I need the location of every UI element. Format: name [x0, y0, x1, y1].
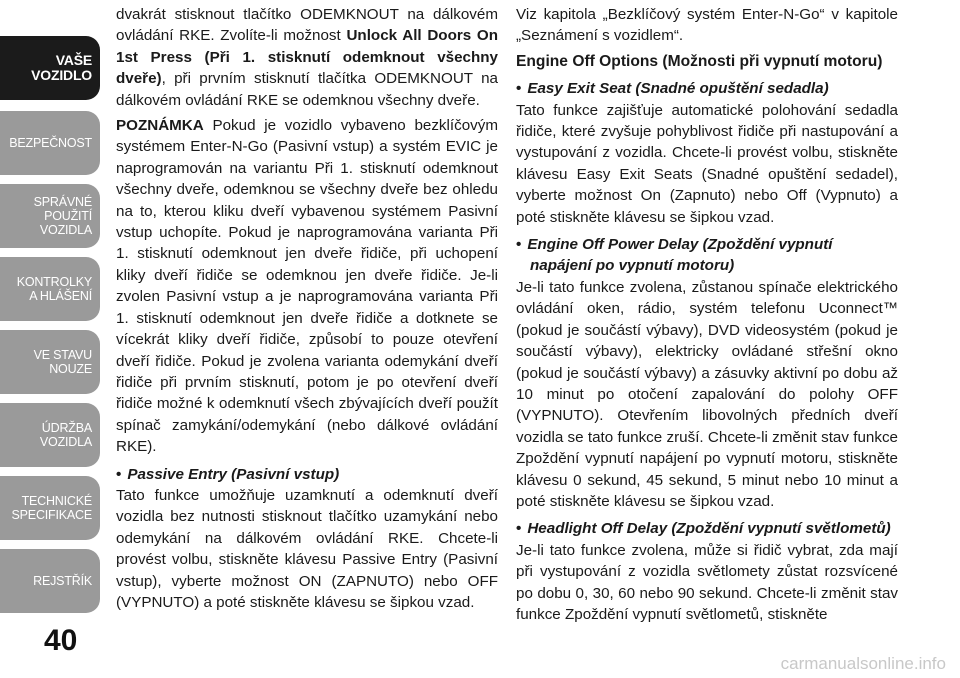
note-label: POZNÁMKA	[116, 117, 204, 135]
paragraph-unlock	[116, 4, 498, 111]
paragraph-easy-exit: Tato funkce zajišťuje automatické polohování sedadla řidiče, které zvyšuje pohyblivost řidiče při nastupování a vystupování z vozidla. Chcete-li provést volbu, stiskněte klávesu Easy Exit Seats (Snadné opuštění sedadel), vyberte možnost On (Zapnuto) nebo Off (Vypnuto) a poté stiskněte klávesu se šipkou vzad.	[516, 101, 898, 226]
tab-label: KONTROLKY A HLÁŠENÍ	[16, 275, 92, 303]
tab-technicke-specifikace[interactable]	[0, 476, 100, 540]
tab-spravne-pouziti-vozidla[interactable]	[0, 184, 100, 248]
bullet-title: Easy Exit Seat (Snadné opuštění sedadla)	[527, 80, 829, 98]
paragraph-passive-entry: Tato funkce umožňuje uzamknutí a odemknutí dveří vozidla bez nutnosti stisknout tlačítko uzamykání nebo odemykání na dálkovém ovládání RKE. Chcete-li provést volbu, stiskněte klávesu Passive Entry (Pasivní vstup), vyberte možnost ON (ZAPNUTO) nebo OFF (VYPNUTO) a poté stiskněte klávesu se šipkou vzad.	[116, 486, 498, 611]
tab-label: ÚDRŽBA VOZIDLA	[39, 421, 92, 449]
bullet-icon: •	[516, 236, 522, 254]
tab-label: BEZPEČNOST	[9, 136, 92, 150]
text: , při prvním stisknutí tlačítka ODEMKNOUT na dálkovém ovládání RKE se odemknou všechny dveře.	[116, 70, 498, 109]
tab-label: SPRÁVNÉ POUŽITÍ VOZIDLA	[33, 195, 92, 237]
tab-label: REJSTŘÍK	[33, 574, 92, 588]
page-number: 40	[44, 624, 78, 657]
tab-rejstrik[interactable]	[0, 549, 100, 613]
paragraph-headlight-delay: Je-li tato funkce zvolena, může si řidič vybrat, zda mají při vystupování z vozidla světlomety zůstat rozsvícené po dobu 0, 30, 60 nebo 90 sekund. Chcete-li změnit stav funkce Zpoždění vypnutí světlometů, stiskněte	[516, 541, 898, 623]
bullet-easy-exit	[516, 78, 898, 99]
note-text: Pokud je vozidlo vybaveno bezklíčovým systémem Enter-N-Go (Pasivní vstup) a systém EVIC je naprogramován na variantu Při 1. stisknutí odemknout všechny dveře, odemknou se všechny dveře bez ohledu na to, kterou kliku dveří vybavenou systémem Pasivní vstup uchopíte. Pokud je naprogramována varianta Při 1. stisknutí odemknout jen dveře řidiče, při uchopení kliky dveří řidiče se odemknou jen dveře řidiče. Je-li zvolen Pasivní vstup a je naprogramována varianta Při 1. stisknutí odemknout jen dveře řidiče a dotknete se vícekrát kliky dveří řidiče, způsobí to pouze otevření dveří řidiče. Pokud je zvolena varianta odemykání dveří řidiče při prvním stisknutí, potom je po otevření dveří řidiče možné k odemknutí všech zbývajících dveří použít spínač zamykání/odemykání (nebo dálkové ovládání RKE).	[116, 117, 498, 456]
text: dvakrát stisknout tlačítko ODEMKNOUT na dálkovém ovládání RKE. Zvolíte-li možnost	[116, 6, 498, 45]
text-column-left	[116, 4, 498, 617]
paragraph-intro: Viz kapitola „Bezklíčový systém Enter-N-Go“ v kapitole „Seznámení s vozidlem“.	[516, 6, 898, 45]
tab-kontrolky-a-hlaseni[interactable]	[0, 257, 100, 321]
tab-label: VAŠE VOZIDLO	[31, 52, 92, 83]
bullet-title: Headlight Off Delay (Zpoždění vypnutí světlometů)	[527, 520, 891, 538]
tab-vase-vozidlo[interactable]	[0, 36, 100, 100]
bullet-title: Passive Entry (Pasivní vstup)	[127, 465, 340, 483]
bullet-icon: •	[516, 520, 522, 538]
tab-udrzba-vozidla[interactable]	[0, 403, 100, 467]
paragraph-power-delay: Je-li tato funkce zvolena, zůstanou spínače elektrického ovládání oken, rádio, systém telefonu Uconnect™ (pokud je součástí výbavy), DVD videosystém (pokud je součástí výbavy), elektricky ovládané střešní okno (pokud je součástí výbavy) a zásuvky aktivní po dobu až 10 minut po otočení zapalování do polohy OFF (VYPNUTO). Otevřením libovolných předních dveří vozidla se tato funkce zruší. Chcete-li změnit stav funkce Zpoždění vypnutí napájení po vypnutí motoru, stiskněte klávesu 0 sekund, 45 sekund, 5 minut nebo 10 minut a poté stiskněte klávesu se šipkou vzad.	[516, 278, 898, 510]
sidebar-tabs	[0, 0, 102, 678]
bullet-power-delay	[516, 234, 898, 277]
watermark: carmanualsonline.info	[780, 654, 946, 673]
tab-label: TECHNICKÉ SPECIFIKACE	[11, 494, 92, 522]
option-name: Unlock All Doors On 1st Press (Při 1. stisknutí odemknout všechny dveře)	[116, 27, 498, 88]
bullet-headlight-delay	[516, 518, 898, 539]
bullet-icon: •	[116, 465, 122, 483]
section-heading: Engine Off Options (Možnosti při vypnutí motoru)	[516, 52, 883, 70]
bullet-title: Engine Off Power Delay (Zpoždění vypnutí napájení po vypnutí motoru)	[527, 236, 833, 275]
bullet-passive-entry	[116, 464, 498, 485]
tab-ve-stavu-nouze[interactable]	[0, 330, 100, 394]
text-column-right	[516, 4, 898, 629]
tab-bezpecnost[interactable]	[0, 111, 100, 175]
bullet-icon: •	[516, 80, 522, 98]
note-paragraph	[116, 115, 498, 458]
tab-label: VE STAVU NOUZE	[33, 348, 92, 376]
